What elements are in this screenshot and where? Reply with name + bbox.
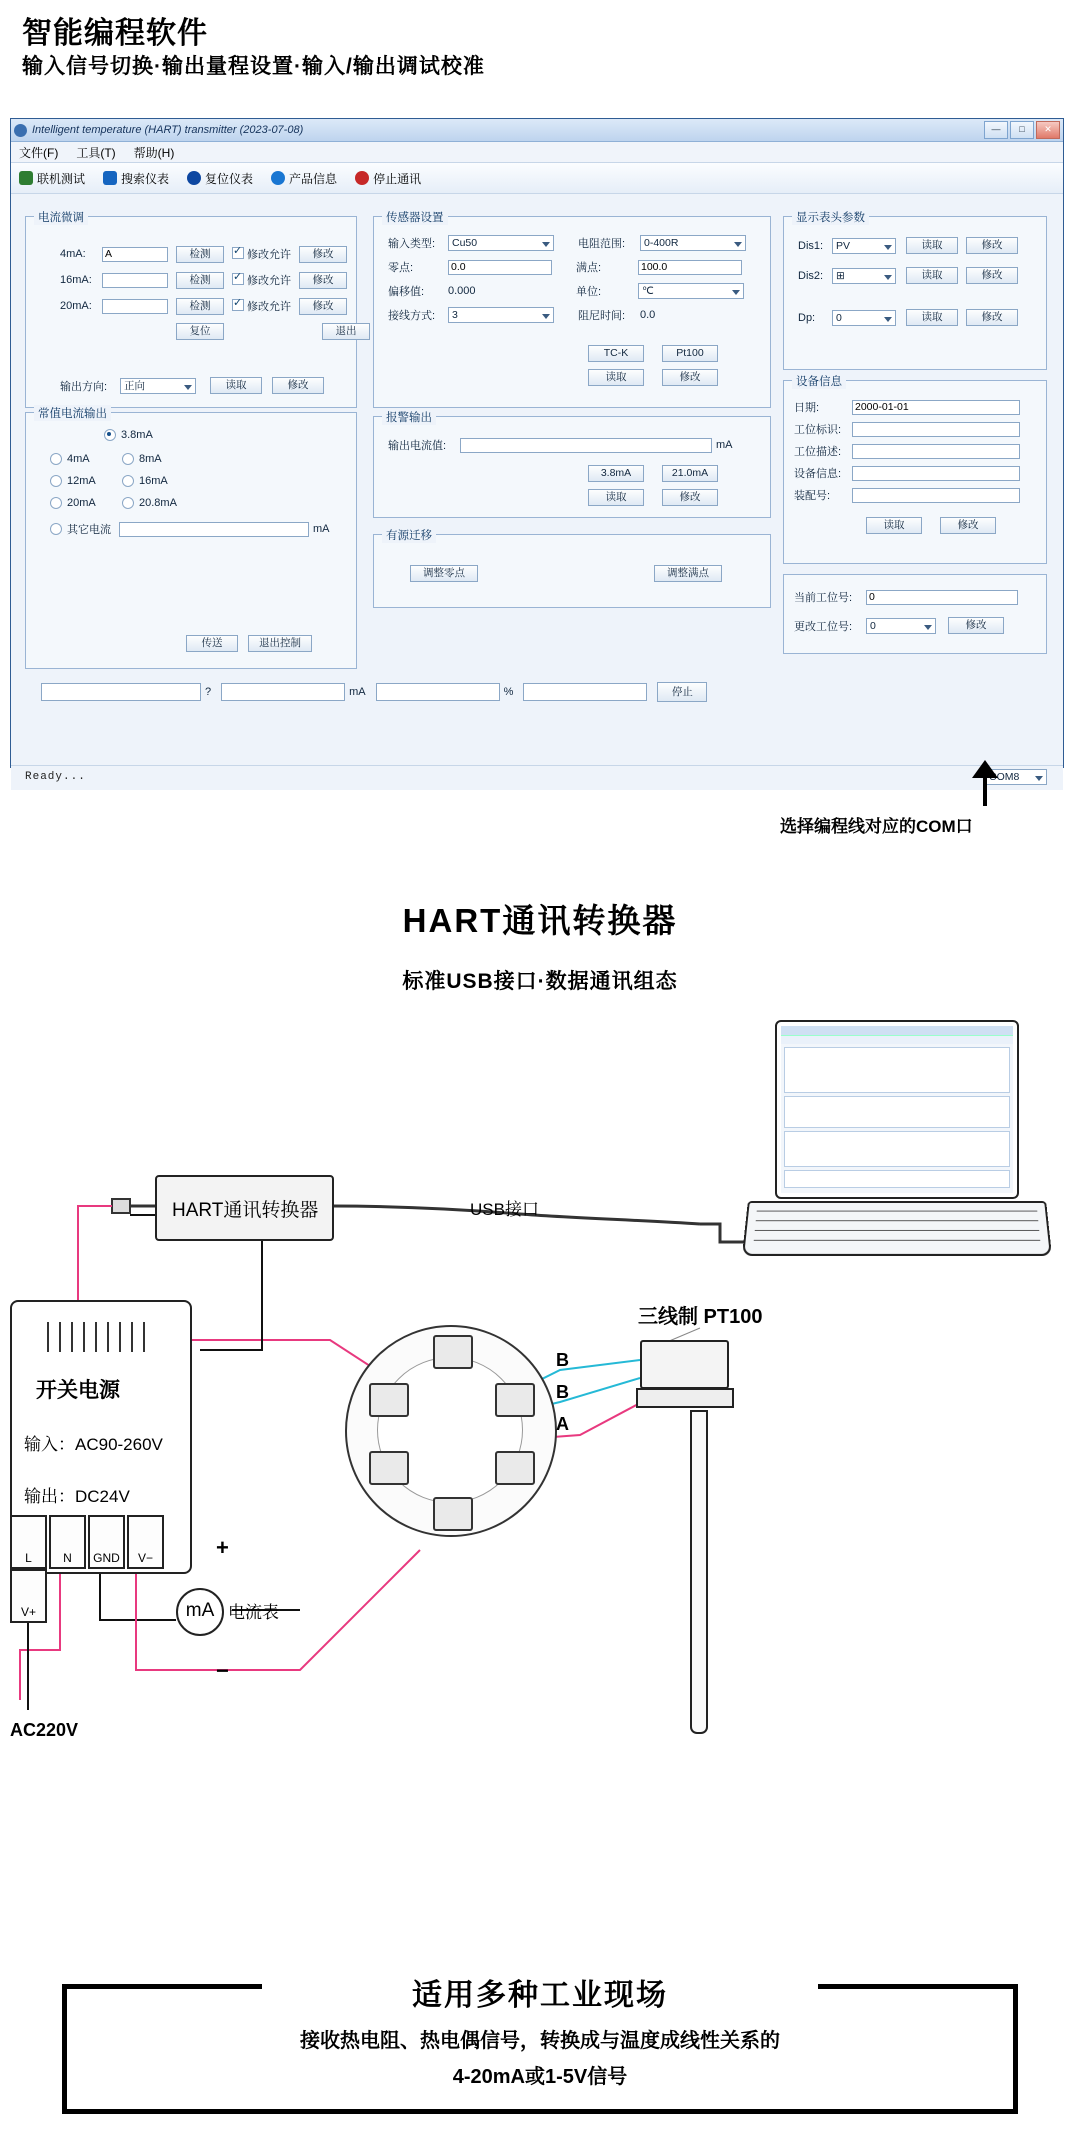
transmitter-terminal-minus xyxy=(495,1451,535,1485)
radio-8ma[interactable] xyxy=(122,453,134,465)
banner-title: 适用多种工业现场 xyxy=(412,1979,668,2012)
link-icon xyxy=(19,171,33,185)
current-meter-icon xyxy=(176,1588,224,1636)
com-port-arrow-line xyxy=(983,772,987,806)
radio-other-current[interactable] xyxy=(50,523,62,535)
output-direction-modify-button[interactable]: 修改 xyxy=(272,377,324,394)
send-button[interactable]: 传送 xyxy=(186,635,238,652)
assembly-input[interactable] xyxy=(852,488,1020,503)
vent-slots-icon xyxy=(42,1318,216,1358)
menu-item-help[interactable]: 帮助(H) xyxy=(133,145,175,160)
input-type-label: 输入类型: xyxy=(388,238,436,250)
radio-12ma-label: 12mA xyxy=(67,475,96,487)
trim-4ma-allow-label: 修改允许 xyxy=(247,249,291,261)
dis2-label: Dis2: xyxy=(798,269,824,282)
adjust-zero-button[interactable]: 调整零点 xyxy=(410,565,478,582)
damping-label: 阻尼时间: xyxy=(578,310,626,322)
ac220v-label: AC220V xyxy=(10,1720,79,1740)
readout-unit-ma: mA xyxy=(349,686,366,698)
trim-20ma-allow-label: 修改允许 xyxy=(247,301,291,313)
terminal-n-label: N xyxy=(63,1551,72,1565)
status-bar xyxy=(11,765,1063,790)
trim-4ma-detect-button[interactable]: 检测 xyxy=(176,246,224,263)
page-title-1: 智能编程软件 xyxy=(22,17,208,50)
banner-border-bottom xyxy=(62,2109,1018,2114)
alarm-current-input[interactable] xyxy=(460,438,712,453)
terminal-gnd xyxy=(88,1515,125,1569)
bottom-banner xyxy=(62,1972,1018,2122)
panel-display-params xyxy=(783,212,1047,370)
panel-display-legend: 显示表头参数 xyxy=(792,209,869,225)
readout-unit-pct: % xyxy=(503,686,514,698)
current-tag-input[interactable] xyxy=(866,590,1018,605)
radio-16ma-label: 16mA xyxy=(139,475,168,487)
sensor-read-button[interactable]: 读取 xyxy=(588,369,644,386)
current-meter-label: mA xyxy=(185,1600,215,1621)
trim-16ma-detect-button[interactable]: 检测 xyxy=(176,272,224,289)
panel-current-trim-legend: 电流微调 xyxy=(34,209,88,225)
pt100-button[interactable]: Pt100 xyxy=(662,345,718,362)
sensor-type-label: 三线制 PT100 xyxy=(638,1306,763,1328)
transmitter-terminal-3 xyxy=(433,1335,473,1369)
wiring-label: 接线方式: xyxy=(388,310,436,322)
panel-const-current-output xyxy=(25,408,357,669)
toolbar-link-test[interactable] xyxy=(19,170,85,187)
banner-line-2: 4-20mA或1-5V信号 xyxy=(452,2066,628,2088)
trim-16ma-allow-label: 修改允许 xyxy=(247,275,291,287)
menu-bar xyxy=(11,142,1063,163)
window-body xyxy=(11,194,1063,790)
radio-20p8ma[interactable] xyxy=(122,497,134,509)
stop-button[interactable]: 停止 xyxy=(657,682,707,702)
offset-value: 0.000 xyxy=(448,285,476,297)
trim-16ma-label: 16mA: xyxy=(60,274,92,286)
com-port-caption: 选择编程线对应的COM口 xyxy=(780,817,973,836)
radio-20ma-label: 20mA xyxy=(67,497,96,509)
dp-label: Dp: xyxy=(798,311,816,324)
transmitter-module xyxy=(345,1325,557,1537)
panel-current-trim xyxy=(25,212,357,408)
toolbar-search[interactable] xyxy=(103,170,169,187)
dp-select[interactable]: 0 xyxy=(832,310,896,326)
radio-3p8ma-label: 3.8mA xyxy=(121,429,153,441)
checkbox-box xyxy=(232,247,244,259)
stop-icon xyxy=(355,171,369,185)
minimize-button[interactable]: — xyxy=(984,121,1008,139)
device-read-button[interactable]: 读取 xyxy=(866,517,922,534)
date-label: 日期: xyxy=(794,402,820,414)
tag-desc-label: 工位描述: xyxy=(794,446,842,458)
dis2-modify-button[interactable]: 修改 xyxy=(966,267,1018,284)
terminal-vminus-label: V− xyxy=(137,1551,153,1565)
trim-4ma-allow-checkbox[interactable] xyxy=(232,245,244,263)
transmitter-terminal-4 xyxy=(495,1383,535,1417)
trim-20ma-label: 20mA: xyxy=(60,300,92,312)
window-titlebar xyxy=(11,119,1063,142)
panel-sensor-legend: 传感器设置 xyxy=(382,209,448,225)
dp-modify-button[interactable]: 修改 xyxy=(966,309,1018,326)
tag-id-label: 工位标识: xyxy=(794,424,842,436)
minus-sign: − xyxy=(216,1658,229,1683)
trim-20ma-modify-button[interactable]: 修改 xyxy=(299,298,347,315)
offset-label: 偏移值: xyxy=(388,286,425,298)
page-title-2: HART通讯转换器 xyxy=(402,902,678,939)
trim-reset-button[interactable]: 复位 xyxy=(176,323,224,340)
current-meter-text: 电流表 xyxy=(228,1603,279,1622)
panel-tag-number xyxy=(783,574,1047,654)
readout-field-3[interactable] xyxy=(376,683,500,701)
terminal-l-label: L xyxy=(25,1551,32,1565)
trim-16ma-allow-checkbox[interactable] xyxy=(232,271,244,289)
resistance-range-select[interactable]: 0-400R xyxy=(640,235,746,251)
output-direction-select[interactable]: 正向 xyxy=(120,378,196,394)
menu-item-tools[interactable]: 工具(T) xyxy=(76,145,116,160)
toolbar-reset-label: 复位仪表 xyxy=(205,171,254,186)
dis1-read-button[interactable]: 读取 xyxy=(906,237,958,254)
toolbar-stop-comm-label: 停止通讯 xyxy=(373,171,422,186)
window-controls xyxy=(984,121,1060,139)
radio-20ma[interactable] xyxy=(50,497,62,509)
device-info-input[interactable] xyxy=(852,466,1020,481)
radio-20p8ma-label: 20.8mA xyxy=(139,497,177,509)
output-direction-label: 输出方向: xyxy=(60,380,108,393)
dp-read-button[interactable]: 读取 xyxy=(906,309,958,326)
terminal-vplus-label: V+ xyxy=(20,1605,36,1619)
panel-alarm-legend: 报警输出 xyxy=(382,409,436,425)
menu-item-file[interactable]: 文件(F) xyxy=(19,145,59,160)
radio-4ma-label: 4mA xyxy=(67,453,90,465)
tag-desc-input[interactable] xyxy=(852,444,1020,459)
readout-field-4[interactable] xyxy=(523,683,647,701)
panel-const-output-legend: 常值电流输出 xyxy=(34,405,111,421)
radio-12ma[interactable] xyxy=(50,475,62,487)
maximize-button[interactable]: □ xyxy=(1010,121,1034,139)
sensor-modify-button[interactable]: 修改 xyxy=(662,369,718,386)
sensor-probe xyxy=(690,1410,708,1734)
com-port-select[interactable]: COM8 xyxy=(985,769,1047,785)
device-info-label: 设备信息: xyxy=(794,468,842,480)
terminal-l xyxy=(10,1515,47,1569)
trim-4ma-modify-button[interactable]: 修改 xyxy=(299,246,347,263)
panel-active-shift xyxy=(373,530,771,608)
current-tag-label: 当前工位号: xyxy=(794,592,853,604)
alarm-current-label: 输出电流值: xyxy=(388,440,447,452)
panel-device-legend: 设备信息 xyxy=(792,373,846,389)
psu-input-label: 输入：AC90-260V xyxy=(24,1435,163,1454)
psu-title: 开关电源 xyxy=(36,1379,120,1402)
change-tag-modify-button[interactable]: 修改 xyxy=(948,617,1004,634)
usb-port-label: USB接口 xyxy=(470,1200,539,1219)
panel-shift-legend: 有源迁移 xyxy=(382,527,436,543)
terminal-vminus xyxy=(127,1515,164,1569)
tck-button[interactable]: TC-K xyxy=(588,345,644,362)
power-supply-terminals xyxy=(10,1515,188,1619)
plus-sign: + xyxy=(216,1535,229,1560)
sensor-flange xyxy=(636,1388,734,1408)
psu-output-label: 输出：DC24V xyxy=(24,1487,130,1506)
dis1-modify-button[interactable]: 修改 xyxy=(966,237,1018,254)
other-current-unit: mA xyxy=(313,523,330,535)
full-label: 满点: xyxy=(576,262,602,274)
panel-alarm-output xyxy=(373,412,771,518)
close-button[interactable]: ✕ xyxy=(1036,121,1060,139)
page-subtitle-1: 输入信号切换·输出量程设置·输入/输出调试校准 xyxy=(22,55,485,78)
trim-4ma-label: 4mA: xyxy=(60,248,86,260)
checkbox-box xyxy=(232,299,244,311)
other-current-input[interactable] xyxy=(119,522,309,537)
status-ready-text: Ready... xyxy=(25,771,86,783)
radio-4ma[interactable] xyxy=(50,453,62,465)
output-direction-read-button[interactable]: 读取 xyxy=(210,377,262,394)
readout-field-2[interactable] xyxy=(221,683,345,701)
adjust-span-button[interactable]: 调整满点 xyxy=(654,565,722,582)
alarm-current-unit: mA xyxy=(716,439,733,451)
hart-converter-label: HART通讯转换器 xyxy=(172,1200,319,1221)
transmitter-terminal-2 xyxy=(369,1383,409,1417)
transmitter-terminal-1 xyxy=(369,1451,409,1485)
dis1-select[interactable]: PV xyxy=(832,238,896,254)
damping-value: 0.0 xyxy=(640,309,656,321)
info-icon xyxy=(271,171,285,185)
trim-20ma-allow-checkbox[interactable] xyxy=(232,297,244,315)
app-icon xyxy=(14,124,27,137)
window-title: Intelligent temperature (HART) transmitter (2023-07-08) xyxy=(32,124,304,136)
trim-20ma-input[interactable] xyxy=(102,299,168,314)
assembly-label: 装配号: xyxy=(794,490,831,502)
sensor-head xyxy=(640,1340,729,1389)
tool-bar xyxy=(11,163,1063,194)
toolbar-search-label: 搜索仪表 xyxy=(121,171,170,186)
date-input[interactable] xyxy=(852,400,1020,415)
toolbar-link-test-label: 联机测试 xyxy=(37,171,86,186)
panel-sensor-settings xyxy=(373,212,771,408)
checkbox-box xyxy=(232,273,244,285)
wiring-select[interactable]: 3 xyxy=(448,307,554,323)
toolbar-reset[interactable] xyxy=(187,170,253,187)
unit-select[interactable]: ℃ xyxy=(638,283,744,299)
toolbar-product-info[interactable] xyxy=(271,170,337,187)
laptop-screen xyxy=(775,1020,1019,1199)
trim-20ma-detect-button[interactable]: 检测 xyxy=(176,298,224,315)
alarm-read-button[interactable]: 读取 xyxy=(588,489,644,506)
wire-a-label: A xyxy=(556,1414,569,1434)
terminal-vplus xyxy=(10,1569,47,1623)
terminal-gnd-label: GND xyxy=(93,1551,120,1565)
wire-b2-label: B xyxy=(556,1382,569,1402)
trim-16ma-input[interactable] xyxy=(102,273,168,288)
transmitter-terminal-plus xyxy=(433,1497,473,1531)
zero-label: 零点: xyxy=(388,262,414,274)
dis1-label: Dis1: xyxy=(798,239,824,252)
resistance-range-label: 电阻范围: xyxy=(578,238,626,250)
toolbar-stop-comm[interactable] xyxy=(355,170,421,187)
change-tag-label: 更改工位号: xyxy=(794,620,853,633)
app-window xyxy=(10,118,1064,783)
reset-icon xyxy=(187,171,201,185)
wiring-diagram xyxy=(0,1010,1080,1970)
terminal-n xyxy=(49,1515,86,1569)
dis2-read-button[interactable]: 读取 xyxy=(906,267,958,284)
radio-3p8ma[interactable] xyxy=(104,429,116,441)
page-subtitle-2: 标准USB接口·数据通讯组态 xyxy=(402,970,678,993)
laptop-base xyxy=(742,1201,1052,1256)
unit-label: 单位: xyxy=(576,286,602,298)
trim-exit-button[interactable]: 退出 xyxy=(322,323,370,340)
dis2-select[interactable]: ⊞ xyxy=(832,268,896,284)
panel-device-info xyxy=(783,376,1047,564)
alarm-modify-button[interactable]: 修改 xyxy=(662,489,718,506)
readout-field-1[interactable] xyxy=(41,683,201,701)
device-modify-button[interactable]: 修改 xyxy=(940,517,996,534)
radio-other-current-label: 其它电流 xyxy=(67,524,111,536)
change-tag-select[interactable]: 0 xyxy=(866,618,936,634)
alarm-low-button[interactable]: 3.8mA xyxy=(588,465,644,482)
readout-q1: ? xyxy=(205,686,212,698)
tag-id-input[interactable] xyxy=(852,422,1020,437)
toolbar-product-info-label: 产品信息 xyxy=(289,171,338,186)
search-icon xyxy=(103,171,117,185)
banner-line-1: 接收热电阻、热电偶信号，转换成与温度成线性关系的 xyxy=(300,2030,780,2052)
radio-16ma[interactable] xyxy=(122,475,134,487)
trim-4ma-input[interactable] xyxy=(102,247,168,262)
laptop-screen-content xyxy=(781,1026,1013,1193)
radio-8ma-label: 8mA xyxy=(139,453,162,465)
full-input[interactable] xyxy=(638,260,742,275)
alarm-high-button[interactable]: 21.0mA xyxy=(662,465,718,482)
exit-control-button[interactable]: 退出控制 xyxy=(248,635,312,652)
trim-16ma-modify-button[interactable]: 修改 xyxy=(299,272,347,289)
input-type-select[interactable]: Cu50 xyxy=(448,235,554,251)
zero-input[interactable] xyxy=(448,260,552,275)
wire-b1-label: B xyxy=(556,1350,569,1370)
